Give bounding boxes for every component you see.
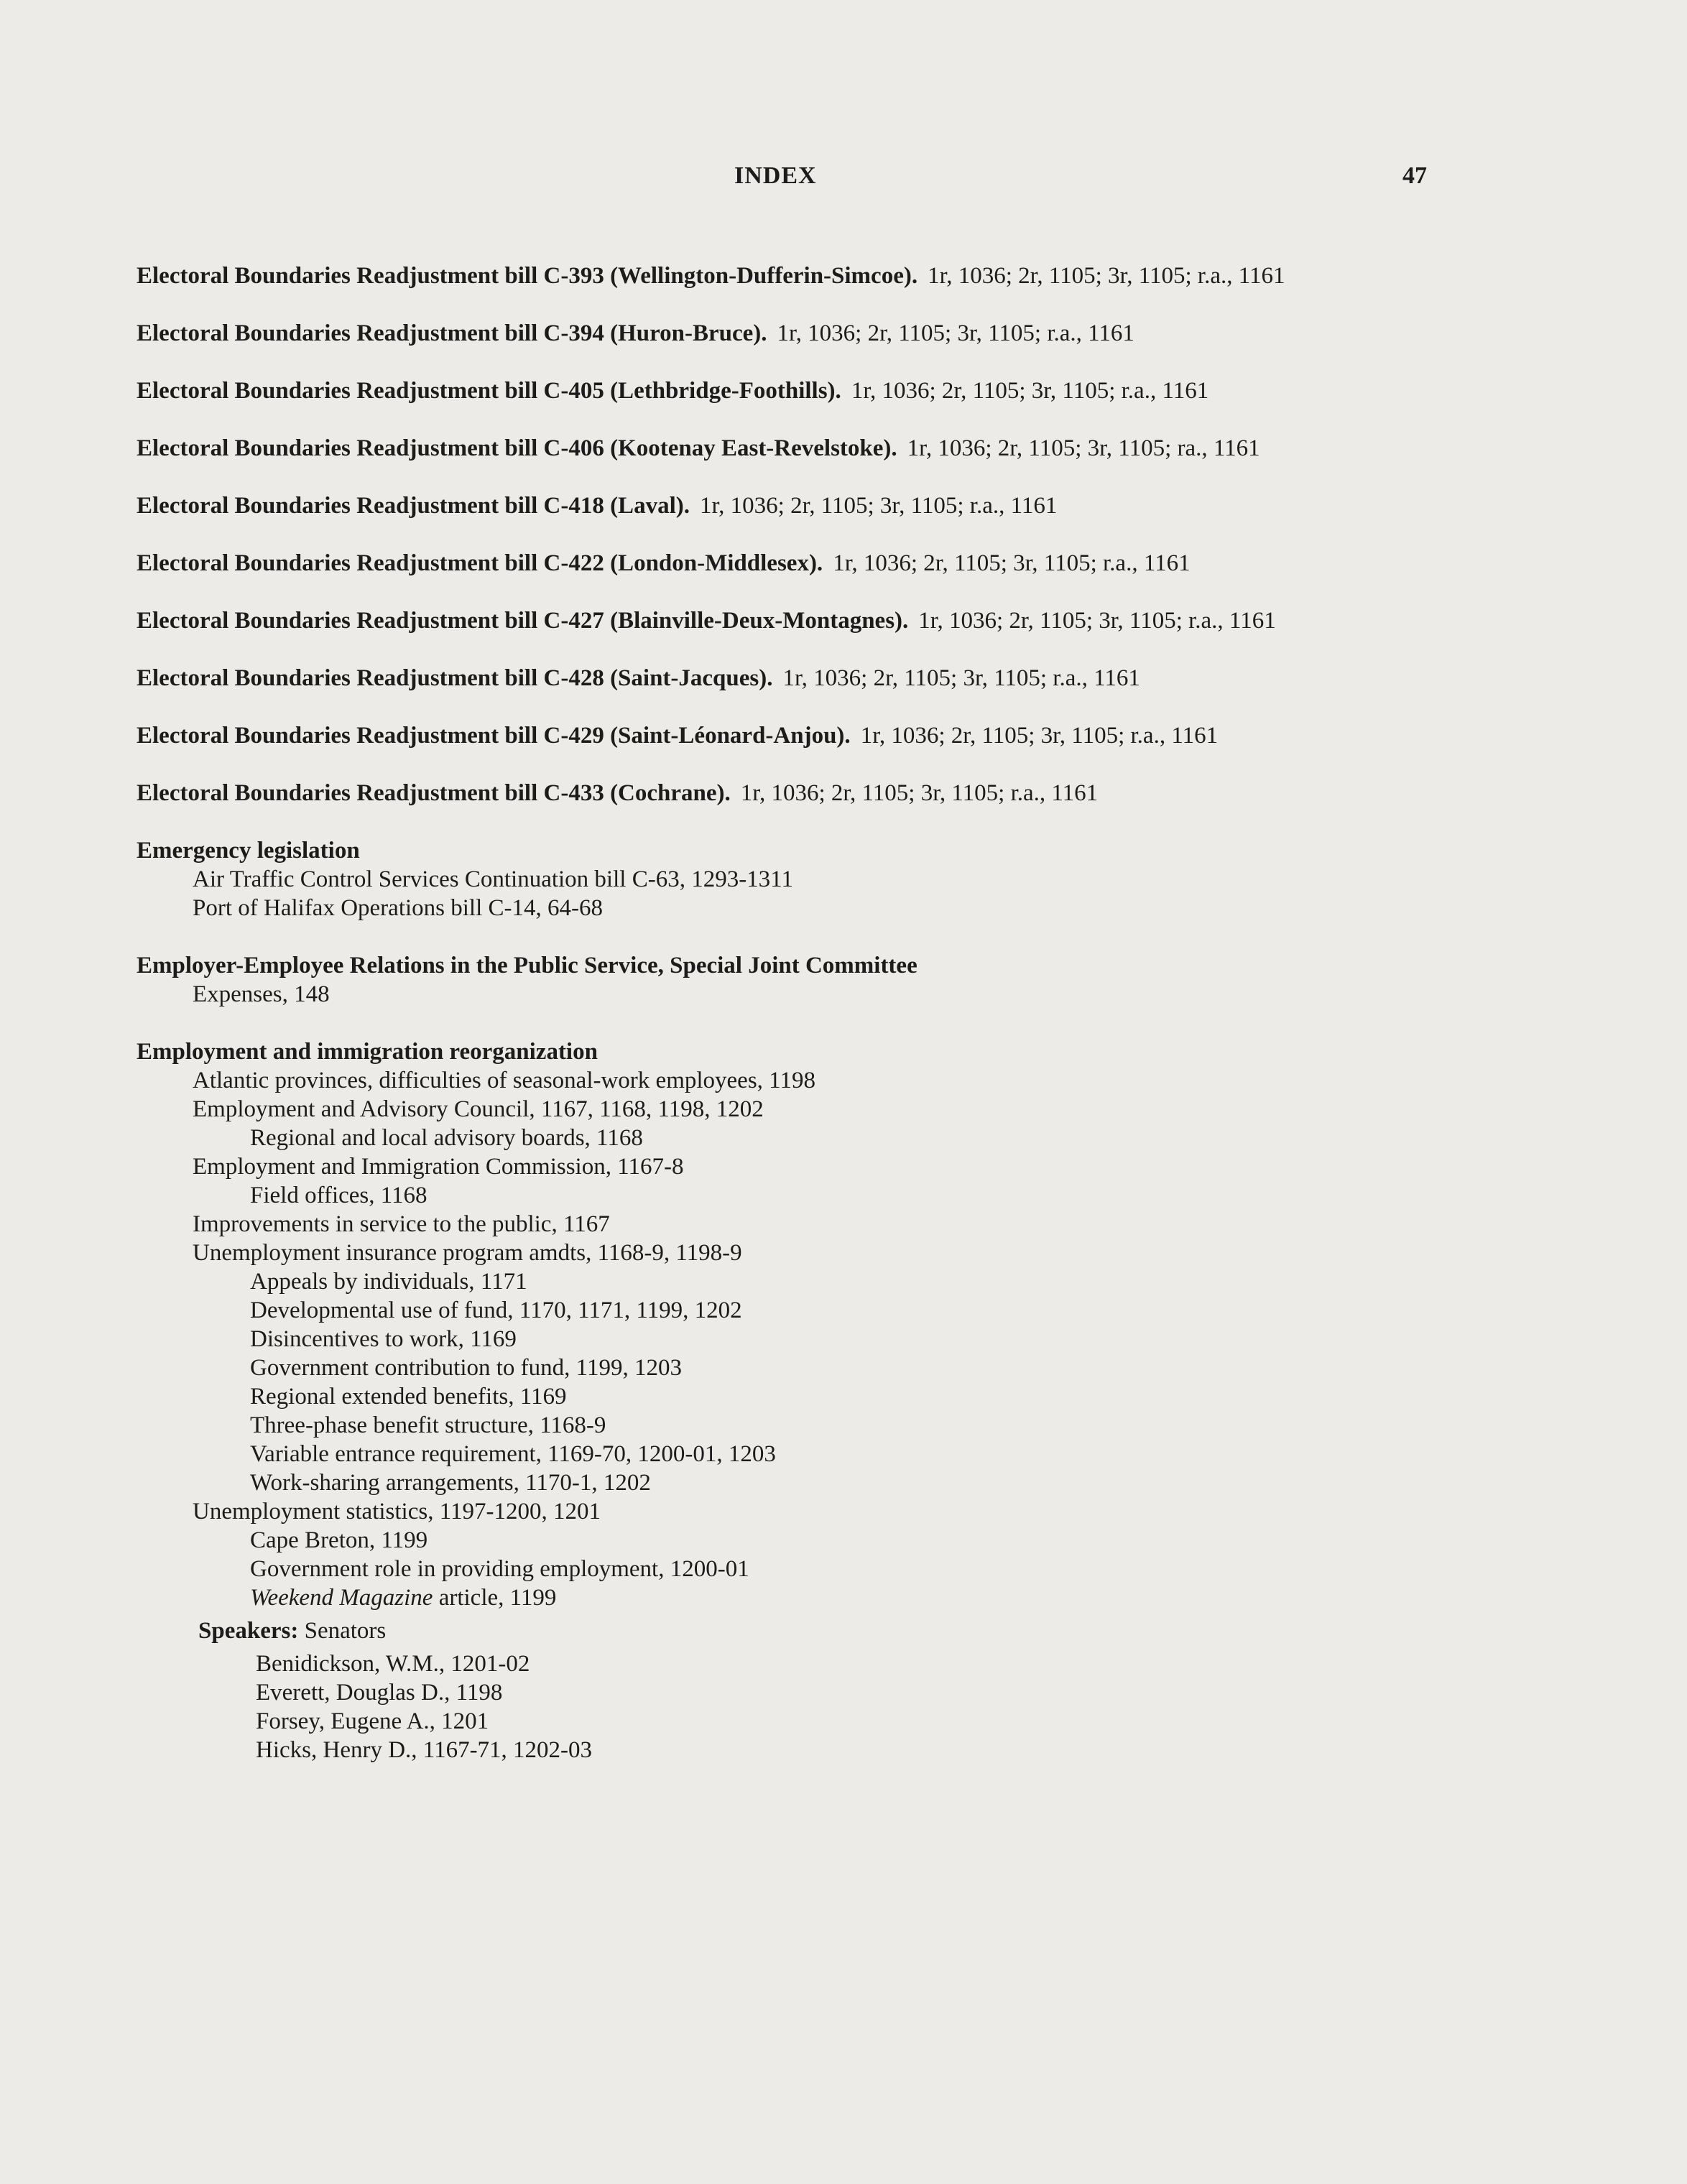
subentry: Port of Halifax Operations bill C-14, 64-68: [193, 895, 603, 921]
entry-references: 1r, 1036; 2r, 1105; 3r, 1105; r.a., 1161: [699, 493, 1058, 519]
sub-subentry: Cape Breton, 1199: [250, 1527, 428, 1553]
subentry: Unemployment insurance program amdts, 1168-9, 1198-9: [193, 1240, 742, 1266]
subentry: Employment and Advisory Council, 1167, 1168, 1198, 1202: [193, 1096, 764, 1122]
entry-references: 1r, 1036; 2r, 1105; 3r, 1105; ra., 1161: [907, 435, 1260, 461]
subentry: Employment and Immigration Commission, 1167-8: [193, 1154, 684, 1180]
speakers-label: Speakers:: [198, 1618, 299, 1644]
speaker-entry: Everett, Douglas D., 1198: [256, 1680, 503, 1706]
entry-references: 1r, 1036; 2r, 1105; 3r, 1105; r.a., 1161: [851, 378, 1209, 404]
entry-references: 1r, 1036; 2r, 1105; 3r, 1105; r.a., 1161: [928, 263, 1285, 289]
index-entry-bill-c422: [137, 549, 1451, 578]
speaker-entry: Forsey, Eugene A., 1201: [256, 1708, 489, 1734]
subentry: Expenses, 148: [193, 981, 330, 1007]
entry-references: 1r, 1036; 2r, 1105; 3r, 1105; r.a., 1161: [833, 550, 1191, 576]
entry-heading: Electoral Boundaries Readjustment bill C-428 (Saint-Jacques).: [137, 665, 773, 691]
entry-references: 1r, 1036; 2r, 1105; 3r, 1105; r.a., 1161: [740, 780, 1099, 806]
entry-references: 1r, 1036; 2r, 1105; 3r, 1105; r.a., 1161: [918, 608, 1276, 634]
sub-subentry: Three-phase benefit structure, 1168-9: [250, 1412, 606, 1438]
index-entry-emergency-legislation: [137, 836, 1451, 922]
page-header-title: INDEX: [734, 162, 817, 189]
index-entry-bill-c406: [137, 434, 1451, 463]
speakers-group: Senators: [298, 1618, 387, 1644]
sub-subentry: Government role in providing employment, 1200-01: [250, 1556, 749, 1582]
entry-heading: Electoral Boundaries Readjustment bill C-422 (London-Middlesex).: [137, 550, 823, 576]
entry-references: 1r, 1036; 2r, 1105; 3r, 1105; r.a., 1161: [777, 320, 1134, 346]
speaker-entry: Hicks, Henry D., 1167-71, 1202-03: [256, 1737, 593, 1763]
index-entries: [137, 262, 1451, 1793]
sub-subentry: Disincentives to work, 1169: [250, 1326, 517, 1352]
subentry: Unemployment statistics, 1197-1200, 1201: [193, 1499, 601, 1524]
sub-subentry: Regional and local advisory boards, 1168: [250, 1125, 643, 1151]
sub-subentry: Regional extended benefits, 1169: [250, 1384, 567, 1410]
index-entry-bill-c394: [137, 319, 1451, 348]
entry-heading: Electoral Boundaries Readjustment bill C-405 (Lethbridge-Foothills).: [137, 378, 841, 404]
speaker-entry: Benidickson, W.M., 1201-02: [256, 1651, 530, 1677]
entry-heading: Electoral Boundaries Readjustment bill C-427 (Blainville-Deux-Montagnes).: [137, 608, 909, 634]
entry-heading: Electoral Boundaries Readjustment bill C-433 (Cochrane).: [137, 780, 731, 806]
sub-subentry: Field offices, 1168: [250, 1183, 427, 1208]
entry-heading: Electoral Boundaries Readjustment bill C-393 (Wellington-Dufferin-Simcoe).: [137, 263, 918, 289]
entry-references: 1r, 1036; 2r, 1105; 3r, 1105; r.a., 1161: [860, 723, 1219, 749]
subentry: Air Traffic Control Services Continuation bill C-63, 1293-1311: [193, 866, 793, 892]
page-number: 47: [1402, 162, 1427, 189]
entry-heading: Electoral Boundaries Readjustment bill C-429 (Saint-Léonard-Anjou).: [137, 723, 851, 749]
entry-references: 1r, 1036; 2r, 1105; 3r, 1105; r.a., 1161: [782, 665, 1140, 691]
weekend-magazine-ref: article, 1199: [433, 1585, 557, 1611]
index-entry-employer-employee: [137, 951, 1451, 1009]
sub-subentry: Government contribution to fund, 1199, 1203: [250, 1355, 682, 1381]
index-entry-bill-c429: [137, 721, 1451, 750]
index-entry-bill-c427: [137, 606, 1451, 635]
subentry: Atlantic provinces, difficulties of seasonal-work employees, 1198: [193, 1068, 815, 1093]
entry-heading: Electoral Boundaries Readjustment bill C-394 (Huron-Bruce).: [137, 320, 767, 346]
entry-heading: Employer-Employee Relations in the Public Service, Special Joint Committee: [137, 953, 918, 978]
index-entry-bill-c428: [137, 664, 1451, 693]
sub-subentry: Appeals by individuals, 1171: [250, 1269, 527, 1295]
index-entry-bill-c393: [137, 262, 1451, 290]
sub-subentry: Work-sharing arrangements, 1170-1, 1202: [250, 1470, 651, 1496]
speakers-line: [137, 1616, 1451, 1645]
weekend-magazine-title: Weekend Magazine: [250, 1585, 433, 1611]
index-entry-bill-c418: [137, 491, 1451, 520]
sub-subentry: Developmental use of fund, 1170, 1171, 1199, 1202: [250, 1297, 742, 1323]
entry-heading: Employment and immigration reorganization: [137, 1039, 598, 1065]
entry-heading: Emergency legislation: [137, 838, 360, 864]
index-entry-bill-c433: [137, 779, 1451, 808]
index-entry-employment-immigration: [137, 1037, 1451, 1764]
index-entry-bill-c405: [137, 376, 1451, 405]
entry-heading: Electoral Boundaries Readjustment bill C-406 (Kootenay East-Revelstoke).: [137, 435, 897, 461]
sub-subentry: [137, 1583, 1451, 1612]
subentry: Improvements in service to the public, 1167: [193, 1211, 610, 1237]
entry-heading: Electoral Boundaries Readjustment bill C-418 (Laval).: [137, 493, 690, 519]
sub-subentry: Variable entrance requirement, 1169-70, 1200-01, 1203: [250, 1441, 776, 1467]
